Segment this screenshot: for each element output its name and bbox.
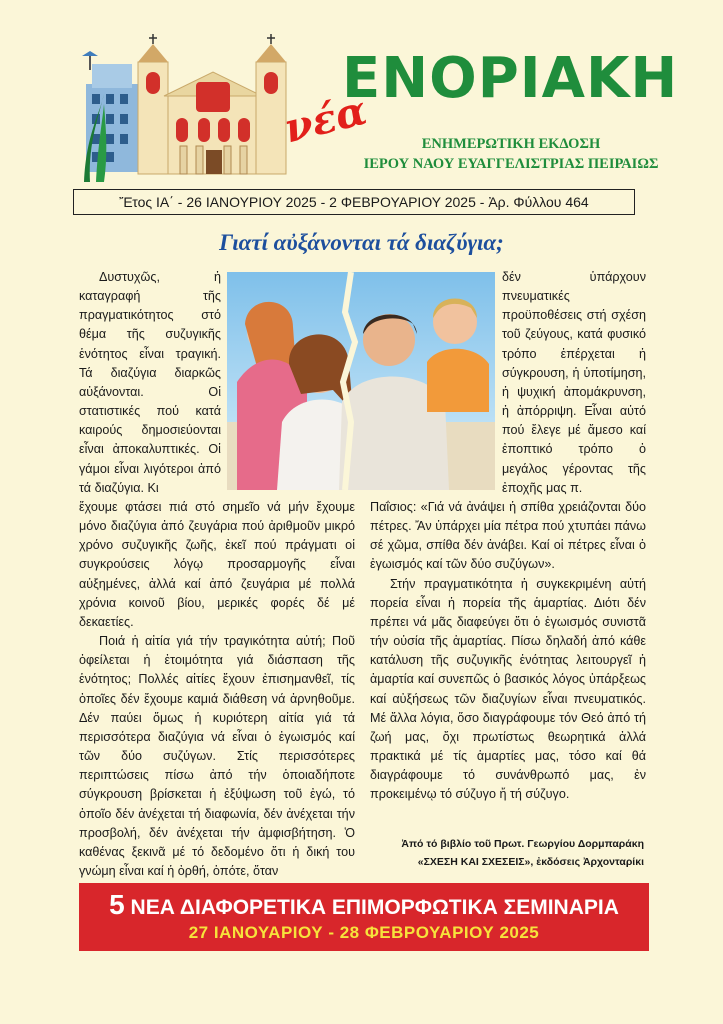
paragraph: Στήν πραγματικότητα ἡ συγκεκριμένη αὐτή πορεία εἶναι ἡ πορεία τῆς ἁμαρτίας. Διότι δέν πρέπει νά μᾶς διαφεύγει ὅτι ὁ ἐγωισμός συνιστᾶ τήν οὐσία τῆς ἁμαρτίας. Πίσω δηλαδή ἀπό κάθε κατάλυση τῆς συζυγικῆς ἑνότητας λειτουργεῖ ἡ ἁμαρτία καί συνεπῶς ὁ βασικός λόγος ὑπάρξεως καί αὐξήσεως τῶν διαζυγίων εἶναι πνευματικός. Μέ ἄλλα λόγια, ὅσο διαγράφουμε τόν Θεό ἀπό τή ζωή μας, ὄχι πρωτίστως θεωρητικά ἀλλά πρακτικά μέ τίς ἁμαρτίες μας, τόσο καί θά διαγράφουμε τό συνάνθρωπό μας, ἐν προκειμένῳ τό σύζυγο ἤ τή σύζυγο. (370, 576, 646, 802)
article-text-right-bottom (370, 498, 646, 805)
article-text-right-top (502, 268, 646, 498)
banner-number: 5 (109, 889, 125, 920)
banner-heading (79, 889, 649, 921)
paragraph: Ποιά ἡ αἰτία γιά τήν τραγικότητα αὐτή; Ποῦ ὀφείλεται ἡ ἑτοιμότητα γιά διάσπαση τῆς ἑνότητος; Πολλές αἰτίες ἔχουν ἐπισημανθεῖ, τίς ὁποῖες δέν ἔχουμε καμιά διάθεση νά ἀρνηθοῦμε. Δέν παύει ὅμως ἡ κυριότερη αἰτία γιά τά περισσότερα διαζύγια νά εἶναι ὁ ἐγωισμός καί τῶν δύο συζύγων. Στίς περισσότερες περιπτώσεις πίσω ἀπό τήν ὁποιαδήποτε σύγκρουση βρίσκεται ἡ ἐξύψωση τοῦ ἐγώ, τό ὁποῖο δέν ἀνέχεται τή διαφωνία, δέν ἀνέχεται τήν προσβολή, δέν ἀνέχεται τήν ἀμφισβήτηση. Ὁ καθένας ξεκινᾶ μέ τό δεδομένο ὅτι ἡ δική του γνώμη εἶναι καί ἡ ὀρθή, ὁπότε, ὅταν (79, 634, 355, 878)
publication-publisher: ΙΕΡΟΥ ΝΑΟΥ ΕΥΑΓΓΕΛΙΣΤΡΙΑΣ ΠΕΙΡΑΙΩΣ (363, 156, 659, 172)
seminars-banner (79, 883, 649, 951)
publication-title: ΕΝΟΡΙΑΚΗ (342, 46, 679, 111)
paragraph: δέν ὑπάρχουν πνευματικές προϋποθέσεις στή σχέση τοῦ ζεύγους, κατά φυσικό τρόπο ἐπέρχεται ἡ σύγκρουση, ἡ ὑποτίμηση, ἡ ψυχική ἀπομάκρυνση, ἡ ἀπόρριψη. Εἶναι αὐτό πού ἔλεγε μέ ἄμεσο καί ἐποπτικό τρόπο ὁ μεγάλος γέροντας τῆς ἐποχῆς μας π. (502, 270, 646, 495)
banner-heading-text: ΝΕΑ ΔΙΑΦΟΡΕΤΙΚΑ ΕΠΙΜΟΡΦΩΤΙΚΑ ΣΕΜΙΝΑΡΙΑ (130, 896, 619, 919)
article-text-left-bottom (79, 498, 355, 881)
banner-dates: 27 ΙΑΝΟΥΑΡΙΟΥ - 28 ΦΕΒΡΟΥΑΡΙΟΥ 2025 (188, 923, 540, 942)
family-photo (227, 272, 495, 490)
masthead (78, 30, 678, 180)
article-credit-line-1: Ἀπό τό βιβλίο τοῦ Πρωτ. Γεωργίου Δορμπαράκη (401, 838, 644, 850)
paragraph: ἔχουμε φτάσει πιά στό σημεῖο νά μήν ἔχουμε μόνο διαζύγια ἀπό ζευγάρια πού ἀριθμοῦν μικρό χρόνο συζυγικῆς ζωῆς, ἐκεῖ πού πράγματι οἱ συγκρούσεις λόγῳ προσαρμογῆς εἶναι αὐξημένες, ἀλλά καί ἀπό ζευγάρια μέ πολλά χρόνια κοινοῦ βίου, μερικές φορές δέ μέ δεκαετίες. (79, 500, 355, 629)
nea-word: νέα (279, 86, 372, 153)
article-credit-line-2: «ΣΧΕΣΗ ΚΑΙ ΣΧΕΣΕΙΣ», ἐκδόσεις Ἀρχονταρίκι (417, 856, 644, 868)
family-photo-illustration (227, 272, 495, 490)
article-title: Γιατί αὐξάνονται τά διαζύγια; (219, 230, 504, 255)
issue-info: Ἔτος ΙΑ΄ - 26 ΙΑΝΟΥΡΙΟΥ 2025 - 2 ΦΕΒΡΟΥΑΡΙΟΥ 2025 - Ἀρ. Φύλλου 464 (73, 189, 635, 215)
church-illustration (78, 34, 288, 184)
publication-subtitle: ΕΝΗΜΕΡΩΤΙΚΗ ΕΚΔΟΣΗ (421, 136, 601, 152)
paragraph: Παΐσιος: «Γιά νά ἀνάψει ἡ σπίθα χρειάζονται δύο πέτρες. Ἄν ὑπάρχει μία πέτρα πού χτυπάει πάνω σέ χῶμα, σπίθα δέν ἀνάβει. Καί οἱ πέτρες εἶναι ὁ ἐγωισμός καί τῶν δύο συζύγων». (370, 500, 646, 572)
paragraph: Δυστυχῶς, ἡ καταγραφή τῆς πραγματικότητος στό θέμα τῆς συζυγικῆς ἑνότητος εἶναι τραγική. Τά διαζύγια διαρκῶς αὐξάνονται. Οἱ στατιστικές πού κατά καιρούς δημοσιεύονται εἶναι ἀποκαλυπτικές. Οἱ γάμοι εἶναι λιγότεροι ἀπό τά διαζύγια. Κι (79, 270, 221, 495)
article-text-left-top (79, 268, 221, 498)
